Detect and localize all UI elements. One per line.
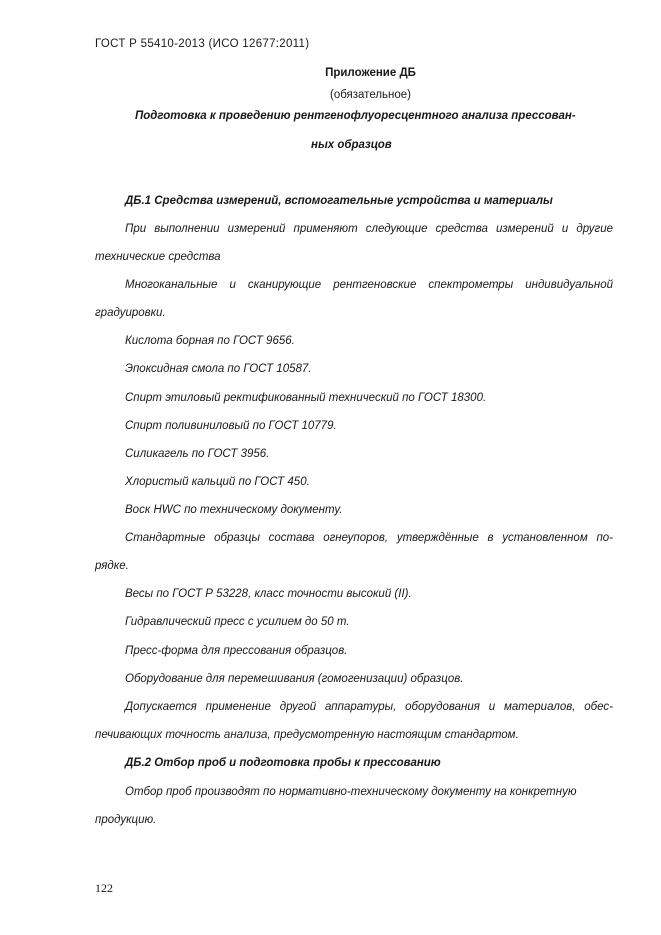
list-item: Гидравлический пресс с усилием до 50 т. xyxy=(125,616,350,628)
list-item: Оборудование для перемешивания (гомогенизации) образцов. xyxy=(125,673,464,685)
appendix-name-line1: Подготовка к проведению рентгенофлуоресцентного анализа прессован- xyxy=(135,110,576,122)
section1-intro-line1: При выполнении измерений применяют следующие средства измерений и другие xyxy=(125,223,613,235)
list-item: Хлористый кальций по ГОСТ 450. xyxy=(125,476,310,488)
list-item: Кислота борная по ГОСТ 9656. xyxy=(125,335,295,347)
section2-heading: ДБ.2 Отбор проб и подготовка пробы к прессованию xyxy=(125,757,441,769)
section2-text-line1: Отбор проб производят по нормативно-техническому документу на конкретную xyxy=(125,786,577,798)
item-standards-line1: Стандартные образцы состава огнеупоров, утверждённые в установленном по- xyxy=(125,532,613,544)
section1-heading: ДБ.1 Средства измерений, вспомогательные устройства и материалы xyxy=(125,195,553,207)
item-spectrometers-line1: Многоканальные и сканирующие рентгеновские спектрометры индивидуальной xyxy=(125,279,613,291)
allowed-line1: Допускается применение другой аппаратуры, оборудования и материалов, обес- xyxy=(125,701,613,713)
appendix-name-line2: ных образцов xyxy=(311,139,392,151)
appendix-title: Приложение ДБ xyxy=(325,67,416,79)
appendix-status: (обязательное) xyxy=(329,89,412,101)
item-standards-line2: рядке. xyxy=(95,560,129,572)
document-header: ГОСТ Р 55410-2013 (ИСО 12677:2011) xyxy=(95,38,310,50)
list-item: Воск HWC по техническому документу. xyxy=(125,504,343,516)
list-item: Весы по ГОСТ Р 53228, класс точности высокий (II). xyxy=(125,588,412,600)
item-spectrometers-line2: градуировки. xyxy=(95,307,166,319)
list-item: Силикагель по ГОСТ 3956. xyxy=(125,448,270,460)
section2-text-line2: продукцию. xyxy=(95,814,157,826)
list-item: Спирт этиловый ректификованный технический по ГОСТ 18300. xyxy=(125,392,487,404)
section1-intro-line2: технические средства xyxy=(95,251,221,263)
allowed-line2: печивающих точность анализа, предусмотренную настоящим стандартом. xyxy=(95,729,519,741)
list-item: Эпоксидная смола по ГОСТ 10587. xyxy=(125,363,312,375)
list-item: Спирт поливиниловый по ГОСТ 10779. xyxy=(125,420,337,432)
page-number: 122 xyxy=(95,881,113,895)
list-item: Пресс-форма для прессования образцов. xyxy=(125,645,348,657)
